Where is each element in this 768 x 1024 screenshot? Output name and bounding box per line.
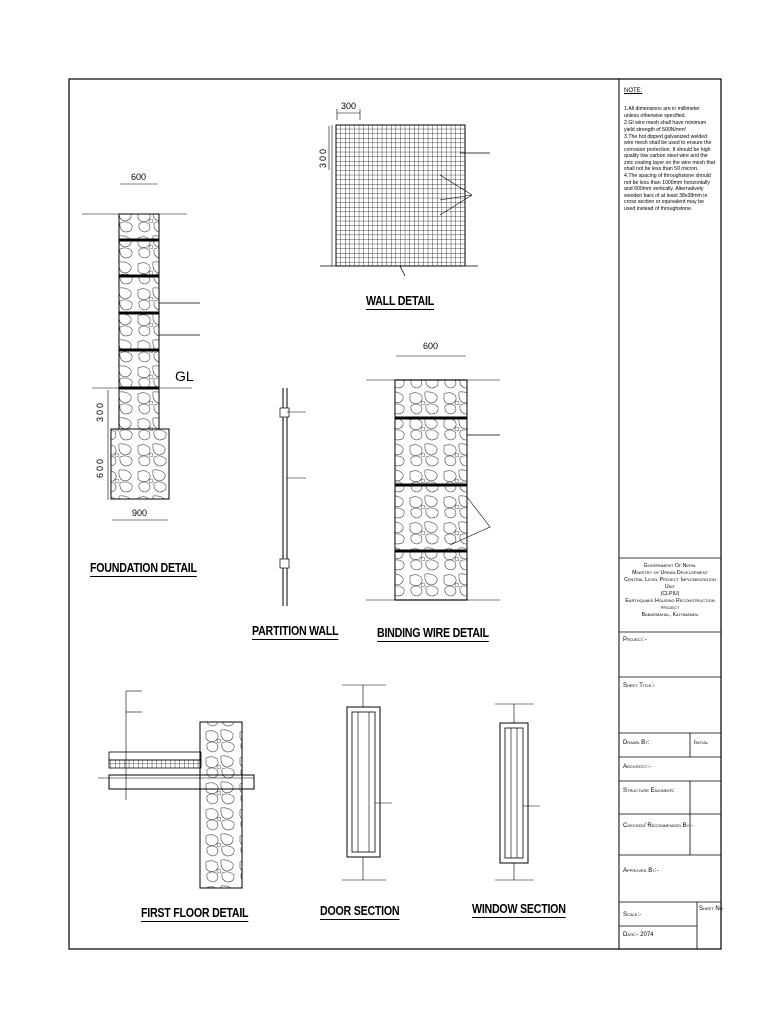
project-field: Project:- [623, 637, 647, 643]
office-line-6: Babarmahal, Kathmandu [641, 612, 699, 618]
note-item-4: 4.The spacing of throughstone should not be less than 1000mm horizontally and 600mm vertically. Alternatively wooden bars of at least 38x38mm in cross section or equivalent may be used instead of throughstone. [624, 173, 711, 212]
wall-detail-drawing [320, 109, 490, 276]
initial-field: Initial [694, 740, 709, 746]
note-item-2: 2.GI wire mesh shall have minimum yield strength of 500N/mm² [624, 120, 707, 133]
partition-wall-drawing [280, 388, 306, 606]
foundation-dim-600: 600 [95, 456, 105, 478]
window-section-drawing [495, 704, 540, 880]
approved-by-field: Approved By:- [623, 868, 659, 874]
door-section-drawing [342, 685, 392, 880]
office-line-1: Government Of Nepal [643, 563, 697, 569]
sheet-no-field: Sheet No [699, 906, 723, 912]
door-section-title: DOOR SECTION [320, 903, 400, 918]
first-floor-drawing [98, 691, 254, 888]
sheet-title-field: Sheet Title:- [623, 683, 656, 689]
binding-wire-detail-title: BINDING WIRE DETAIL [377, 625, 489, 640]
first-floor-detail-title: FIRST FLOOR DETAIL [141, 905, 249, 920]
wall-dim-300-vertical: 300 [318, 146, 328, 168]
wall-detail-title: WALL DETAIL [366, 293, 434, 308]
drawn-by-field: Drawn By: [623, 740, 650, 746]
foundation-dim-300: 300 [95, 400, 105, 422]
date-field: Date:- 2074 [623, 932, 654, 938]
office-line-4: (CLPIU) [660, 591, 680, 597]
note-item-1: 1.All dimensions are in millimeter unless otherwise specified. [624, 106, 700, 119]
office-line-2: Ministry of Urban Development [632, 570, 708, 576]
checked-by-field: Checked/ Recommended By:- [623, 823, 694, 829]
note-item-3: 3.The hot dipped galvanized welded wire mesh shall be used to ensure the corrosion protection. It should be high quality low carbon steel wire and the zinc coating layer on the wire mesh that shall not be less than 50 micron. [624, 134, 716, 173]
structure-engineer-field: Structure Engineer: [623, 788, 675, 794]
notes-title: NOTE: [624, 88, 643, 94]
foundation-detail-title: FOUNDATION DETAIL [90, 560, 197, 575]
scale-field: Scale:- [623, 912, 642, 918]
foundation-dim-900: 900 [132, 508, 148, 518]
binding-wire-drawing [366, 356, 500, 600]
office-block [622, 563, 718, 619]
office-line-5: Earthquake Housing Reconstruction project [625, 598, 715, 611]
wall-dim-300-horizontal: 300 [341, 101, 357, 111]
window-section-title: WINDOW SECTION [472, 901, 566, 916]
ground-level-label: GL [175, 368, 194, 384]
notes-panel [624, 88, 716, 213]
partition-wall-title: PARTITION WALL [252, 623, 339, 638]
binding-dim-600: 600 [423, 341, 439, 351]
office-line-3: Central Level Project Implementation Unit [624, 577, 716, 590]
architect-field: Architect:- [623, 764, 651, 770]
foundation-dim-600-top: 600 [131, 172, 147, 182]
